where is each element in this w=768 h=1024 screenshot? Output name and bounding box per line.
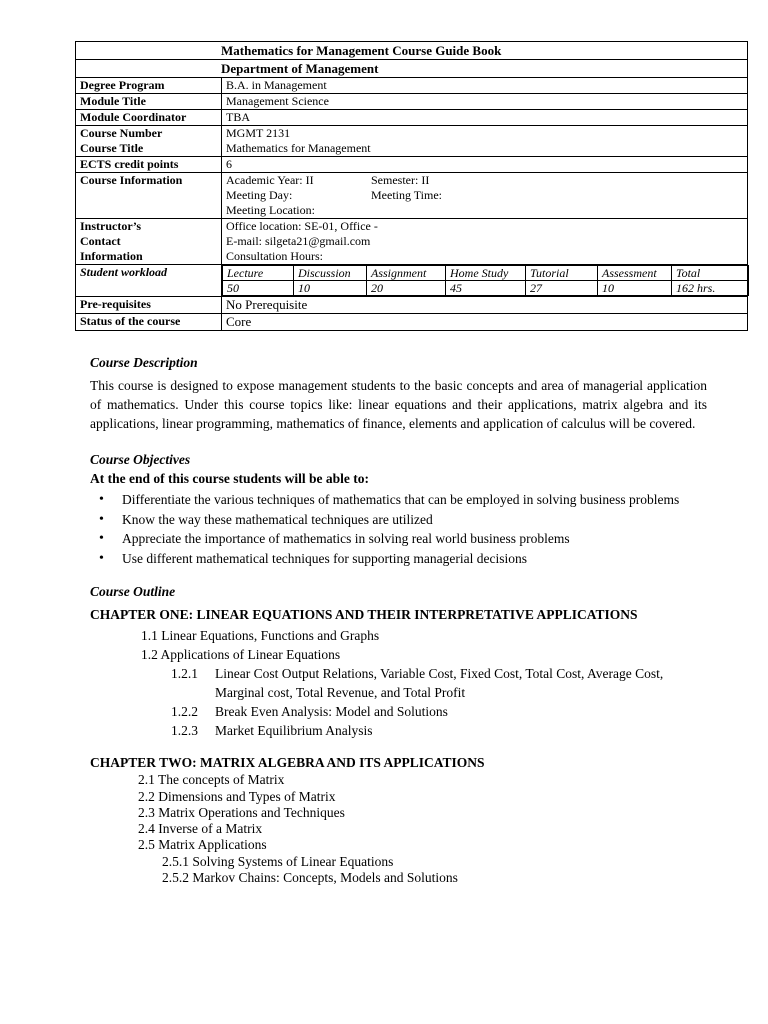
workload-value: 45: [446, 281, 526, 296]
instructor-label-line-3: Information: [80, 249, 143, 263]
section-number: 1.2.1: [171, 666, 198, 681]
workload-header: Lecture: [223, 266, 294, 281]
status-value: Core: [222, 314, 748, 331]
list-item: 2.1 The concepts of Matrix: [138, 772, 285, 787]
course-number-title-values: [222, 126, 748, 157]
workload-header: Total: [672, 266, 749, 281]
workload-value: 27: [526, 281, 598, 296]
section-text: Market Equilibrium Analysis: [215, 723, 373, 738]
course-description-text: This course is designed to expose management students to the basic concepts and area of managerial application of mathematics. Under this course topics like: linear equations and their applications, matrix algebra and its applications, linear programming, mathematics of finance, elements and application of calculus will be covered.: [90, 378, 707, 431]
meeting-time: Meeting Time:: [371, 188, 443, 202]
course-objectives-title: Course Objectives: [90, 452, 191, 467]
module-title-label: Module Title: [76, 94, 222, 110]
section-1-2-1: [171, 664, 663, 683]
department-title: Department of Management: [76, 60, 748, 78]
list-item: 2.4 Inverse of a Matrix: [138, 821, 263, 836]
course-number-value: MGMT 2131: [226, 126, 291, 140]
list-item: • Appreciate the importance of mathematics in solving real world business problems: [90, 529, 679, 549]
section-text: Break Even Analysis: Model and Solutions: [215, 704, 448, 719]
degree-program-value: B.A. in Management: [222, 78, 748, 94]
meeting-day: Meeting Day:: [226, 188, 293, 202]
course-number-label: Course Number: [80, 126, 163, 140]
section-1-1: 1.1 Linear Equations, Functions and Graphs: [141, 628, 380, 643]
list-item: 2.3 Matrix Operations and Techniques: [138, 805, 345, 820]
student-workload-cell: [222, 265, 748, 297]
status-label: Status of the course: [76, 314, 222, 331]
section-1-2: 1.2 Applications of Linear Equations: [141, 647, 341, 662]
module-coordinator-label: Module Coordinator: [76, 110, 222, 126]
course-description-title: Course Description: [90, 355, 198, 370]
objectives-lead: At the end of this course students will be able to:: [90, 471, 369, 486]
ects-value: 6: [222, 157, 748, 173]
guide-title: Mathematics for Management Course Guide Book: [76, 42, 748, 60]
course-info-table: [75, 41, 748, 331]
list-item: • Know the way these mathematical techniques are utilized: [90, 510, 679, 530]
office-location: Office location: SE-01, Office -: [226, 219, 378, 233]
chapter-two-title: CHAPTER TWO: MATRIX ALGEBRA AND ITS APPLICATIONS: [90, 755, 485, 770]
ects-label: ECTS credit points: [76, 157, 222, 173]
list-item: 2.5 Matrix Applications: [138, 837, 267, 852]
chapter-one-title: CHAPTER ONE: LINEAR EQUATIONS AND THEIR INTERPRETATIVE APPLICATIONS: [90, 607, 638, 622]
objectives-list: [90, 490, 679, 568]
instructor-label-line-2: Contact: [80, 234, 121, 248]
workload-table: [222, 265, 749, 296]
consultation-hours: Consultation Hours:: [226, 249, 324, 263]
course-number-title-labels: [76, 126, 222, 157]
workload-value: 162 hrs.: [672, 281, 749, 296]
list-item: • Differentiate the various techniques of mathematics that can be employed in solving business problems: [90, 490, 679, 510]
section-number: 1.2.2: [171, 704, 198, 719]
workload-value: 50: [223, 281, 294, 296]
module-title-value: Management Science: [222, 94, 748, 110]
workload-value: 10: [598, 281, 672, 296]
workload-header: Home Study: [446, 266, 526, 281]
section-text: Linear Cost Output Relations, Variable Cost, Fixed Cost, Total Cost, Average Cost,: [215, 666, 664, 681]
instructor-label-line-1: Instructor’s: [80, 219, 142, 233]
workload-header: Assessment: [598, 266, 672, 281]
student-workload-label: Student workload: [76, 265, 222, 297]
course-information-label: Course Information: [76, 173, 222, 219]
course-outline-title: Course Outline: [90, 584, 176, 599]
workload-value: 20: [367, 281, 446, 296]
instructor-value: [222, 219, 748, 265]
workload-header: Tutorial: [526, 266, 598, 281]
section-1-2-3: [171, 721, 373, 740]
course-title-value: Mathematics for Management: [226, 141, 371, 155]
workload-header: Assignment: [367, 266, 446, 281]
list-item: 2.5.2 Markov Chains: Concepts, Models and Solutions: [162, 870, 458, 885]
prerequisites-label: Pre-requisites: [76, 297, 222, 314]
workload-header: Discussion: [294, 266, 367, 281]
instructor-email: E-mail: silgeta21@gmail.com: [226, 234, 371, 248]
degree-program-label: Degree Program: [76, 78, 222, 94]
list-item: • Use different mathematical techniques for supporting managerial decisions: [90, 549, 679, 569]
workload-value: 10: [294, 281, 367, 296]
instructor-label: [76, 219, 222, 265]
course-title-label: Course Title: [80, 141, 144, 155]
academic-year: Academic Year: II: [226, 173, 314, 187]
section-number: 1.2.3: [171, 723, 198, 738]
module-coordinator-value: TBA: [222, 110, 748, 126]
list-item: 2.2 Dimensions and Types of Matrix: [138, 789, 336, 804]
prerequisites-value: No Prerequisite: [222, 297, 748, 314]
meeting-location: Meeting Location:: [226, 203, 315, 217]
course-information-value: [222, 173, 748, 219]
workload-value-row: [223, 281, 749, 296]
list-item: 2.5.1 Solving Systems of Linear Equations: [162, 854, 394, 869]
section-1-2-2: [171, 702, 448, 721]
workload-header-row: [223, 266, 749, 281]
section-1-2-1-continued: Marginal cost, Total Revenue, and Total Profit: [215, 685, 466, 700]
semester: Semester: II: [371, 173, 430, 187]
